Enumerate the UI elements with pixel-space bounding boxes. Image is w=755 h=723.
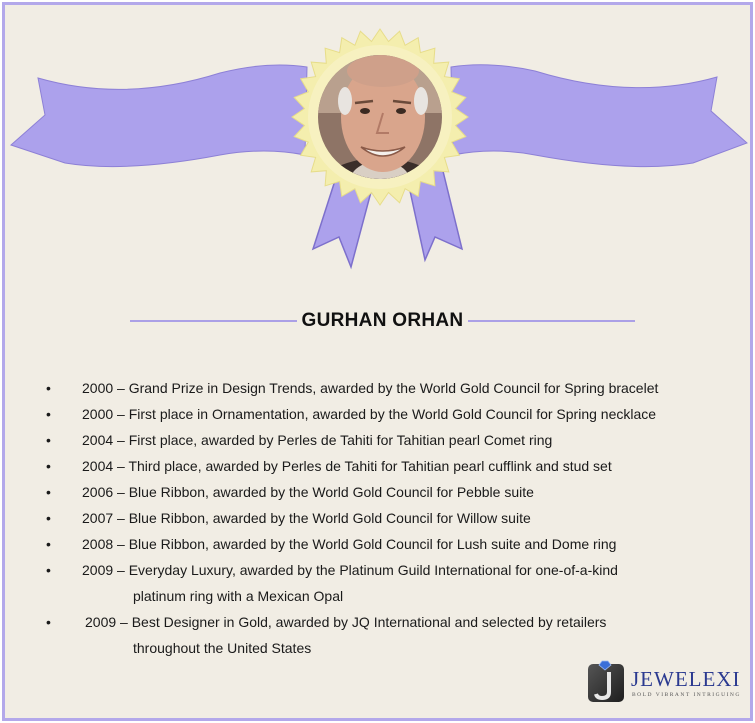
logo-wordmark: JEWELEXI bbox=[631, 667, 741, 691]
award-item bbox=[5, 453, 750, 479]
bullet: • bbox=[46, 458, 51, 474]
jewelexi-logo bbox=[587, 660, 747, 706]
award-text: 2007 – Blue Ribbon, awarded by the World Gold Council for Willow suite bbox=[82, 510, 531, 526]
bullet: • bbox=[46, 406, 51, 422]
award-text-continued: platinum ring with a Mexican Opal bbox=[133, 588, 344, 604]
bullet: • bbox=[46, 380, 51, 396]
bullet: • bbox=[46, 484, 51, 500]
award-text: 2004 – First place, awarded by Perles de Tahiti for Tahitian pearl Comet ring bbox=[82, 432, 553, 448]
award-item bbox=[5, 401, 750, 427]
bullet: • bbox=[46, 510, 51, 526]
ribbon-right-wing bbox=[451, 65, 747, 167]
bullet: • bbox=[46, 614, 51, 630]
award-item bbox=[5, 531, 750, 557]
award-text: 2000 – Grand Prize in Design Trends, awarded by the World Gold Council for Spring bracelet bbox=[82, 380, 659, 396]
name-header bbox=[130, 307, 635, 335]
award-card bbox=[2, 2, 753, 721]
award-item bbox=[5, 557, 750, 609]
logo-j-mark-icon bbox=[587, 660, 627, 704]
ribbon-left-wing bbox=[11, 65, 307, 167]
bullet: • bbox=[46, 432, 51, 448]
logo-tagline: BOLD VIBRANT INTRIGUING bbox=[632, 692, 741, 698]
award-text: 2004 – Third place, awarded by Perles de Tahiti for Tahitian pearl cufflink and stud set bbox=[82, 458, 612, 474]
award-text: 2000 – First place in Ornamentation, awarded by the World Gold Council for Spring necklace bbox=[82, 406, 657, 422]
award-text: 2009 – Best Designer in Gold, awarded by JQ International and selected by retailers bbox=[85, 614, 607, 630]
title-rule-right bbox=[468, 320, 635, 322]
award-text: 2009 – Everyday Luxury, awarded by the Platinum Guild International for one-of-a-kind bbox=[82, 562, 618, 578]
ribbon-banner bbox=[5, 5, 750, 305]
award-item bbox=[5, 505, 750, 531]
award-item bbox=[5, 375, 750, 401]
awards-list bbox=[5, 375, 750, 661]
title-rule-left bbox=[130, 320, 297, 322]
award-text: 2006 – Blue Ribbon, awarded by the World Gold Council for Pebble suite bbox=[82, 484, 534, 500]
award-text-continued: throughout the United States bbox=[133, 640, 312, 656]
bullet: • bbox=[46, 536, 51, 552]
award-text: 2008 – Blue Ribbon, awarded by the World Gold Council for Lush suite and Dome ring bbox=[82, 536, 617, 552]
award-item bbox=[5, 609, 750, 661]
designer-name: GURHAN ORHAN bbox=[301, 310, 464, 331]
bullet: • bbox=[46, 562, 51, 578]
award-item bbox=[5, 427, 750, 453]
award-item bbox=[5, 479, 750, 505]
